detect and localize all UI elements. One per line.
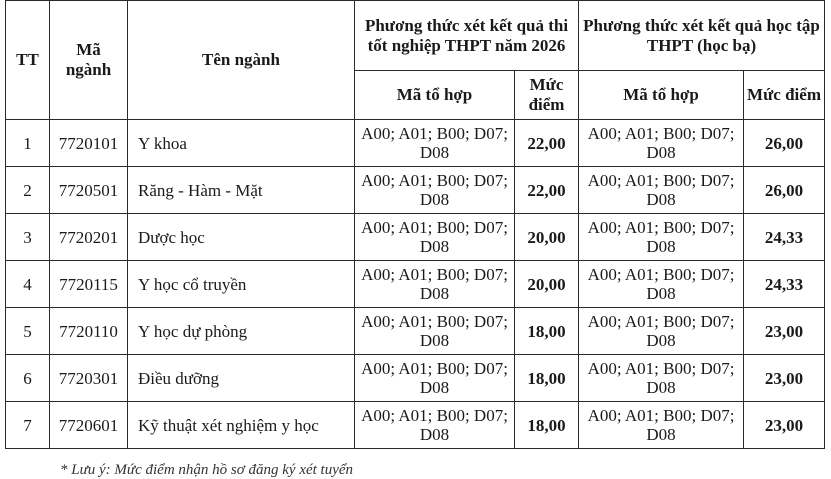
cell-code: 7720301 xyxy=(50,355,128,402)
table-row xyxy=(6,308,825,355)
cell-name: Y học cổ truyền xyxy=(128,261,355,308)
cell-combo-exam: A00; A01; B00; D07; D08 xyxy=(355,261,515,308)
cell-name: Y học dự phòng xyxy=(128,308,355,355)
cell-score-transcript: 24,33 xyxy=(744,214,825,261)
header-combo-transcript: Mã tổ hợp xyxy=(579,71,744,120)
cell-tt: 1 xyxy=(6,120,50,167)
cell-combo-transcript: A00; A01; B00; D07; D08 xyxy=(579,402,744,449)
cell-score-transcript: 23,00 xyxy=(744,355,825,402)
header-code: Mã ngành xyxy=(50,1,128,120)
cell-tt: 5 xyxy=(6,308,50,355)
header-score-exam: Mức điểm xyxy=(515,71,579,120)
cell-score-exam: 20,00 xyxy=(515,214,579,261)
table-row xyxy=(6,167,825,214)
cell-tt: 6 xyxy=(6,355,50,402)
header-tt: TT xyxy=(6,1,50,120)
cell-name: Y khoa xyxy=(128,120,355,167)
cell-score-exam: 18,00 xyxy=(515,402,579,449)
header-method-exam: Phương thức xét kết quả thi tốt nghiệp THPT năm 2026 xyxy=(355,1,579,71)
cell-tt: 4 xyxy=(6,261,50,308)
cell-code: 7720501 xyxy=(50,167,128,214)
cell-code: 7720101 xyxy=(50,120,128,167)
cell-code: 7720115 xyxy=(50,261,128,308)
table-row xyxy=(6,355,825,402)
cell-score-exam: 20,00 xyxy=(515,261,579,308)
cell-score-transcript: 23,00 xyxy=(744,402,825,449)
cell-combo-transcript: A00; A01; B00; D07; D08 xyxy=(579,214,744,261)
cell-combo-transcript: A00; A01; B00; D07; D08 xyxy=(579,261,744,308)
header-combo-exam: Mã tổ hợp xyxy=(355,71,515,120)
cell-name: Dược học xyxy=(128,214,355,261)
cell-score-exam: 18,00 xyxy=(515,308,579,355)
cell-combo-exam: A00; A01; B00; D07; D08 xyxy=(355,355,515,402)
cell-code: 7720110 xyxy=(50,308,128,355)
table-row xyxy=(6,261,825,308)
cell-score-transcript: 24,33 xyxy=(744,261,825,308)
cell-code: 7720601 xyxy=(50,402,128,449)
cell-combo-exam: A00; A01; B00; D07; D08 xyxy=(355,308,515,355)
cell-combo-exam: A00; A01; B00; D07; D08 xyxy=(355,402,515,449)
cell-score-exam: 22,00 xyxy=(515,167,579,214)
cell-combo-transcript: A00; A01; B00; D07; D08 xyxy=(579,308,744,355)
cell-score-exam: 22,00 xyxy=(515,120,579,167)
table-row xyxy=(6,402,825,449)
header-name: Tên ngành xyxy=(128,1,355,120)
cell-combo-exam: A00; A01; B00; D07; D08 xyxy=(355,120,515,167)
cell-name: Kỹ thuật xét nghiệm y học xyxy=(128,402,355,449)
header-method-transcript: Phương thức xét kết quả học tập THPT (học bạ) xyxy=(579,1,825,71)
table-row xyxy=(6,120,825,167)
cell-name: Răng - Hàm - Mặt xyxy=(128,167,355,214)
header-row-1 xyxy=(6,1,825,71)
table-row xyxy=(6,214,825,261)
cell-score-transcript: 23,00 xyxy=(744,308,825,355)
cell-combo-exam: A00; A01; B00; D07; D08 xyxy=(355,214,515,261)
cell-score-transcript: 26,00 xyxy=(744,120,825,167)
cell-tt: 3 xyxy=(6,214,50,261)
cell-code: 7720201 xyxy=(50,214,128,261)
cell-combo-transcript: A00; A01; B00; D07; D08 xyxy=(579,355,744,402)
cell-tt: 2 xyxy=(6,167,50,214)
cell-combo-exam: A00; A01; B00; D07; D08 xyxy=(355,167,515,214)
cell-score-exam: 18,00 xyxy=(515,355,579,402)
cell-combo-transcript: A00; A01; B00; D07; D08 xyxy=(579,167,744,214)
cell-combo-transcript: A00; A01; B00; D07; D08 xyxy=(579,120,744,167)
admission-table xyxy=(5,0,825,449)
footnote: * Lưu ý: Mức điểm nhận hồ sơ đăng ký xét tuyển xyxy=(60,462,354,478)
cell-tt: 7 xyxy=(6,402,50,449)
cell-score-transcript: 26,00 xyxy=(744,167,825,214)
header-score-transcript: Mức điểm xyxy=(744,71,825,120)
cell-name: Điều dưỡng xyxy=(128,355,355,402)
